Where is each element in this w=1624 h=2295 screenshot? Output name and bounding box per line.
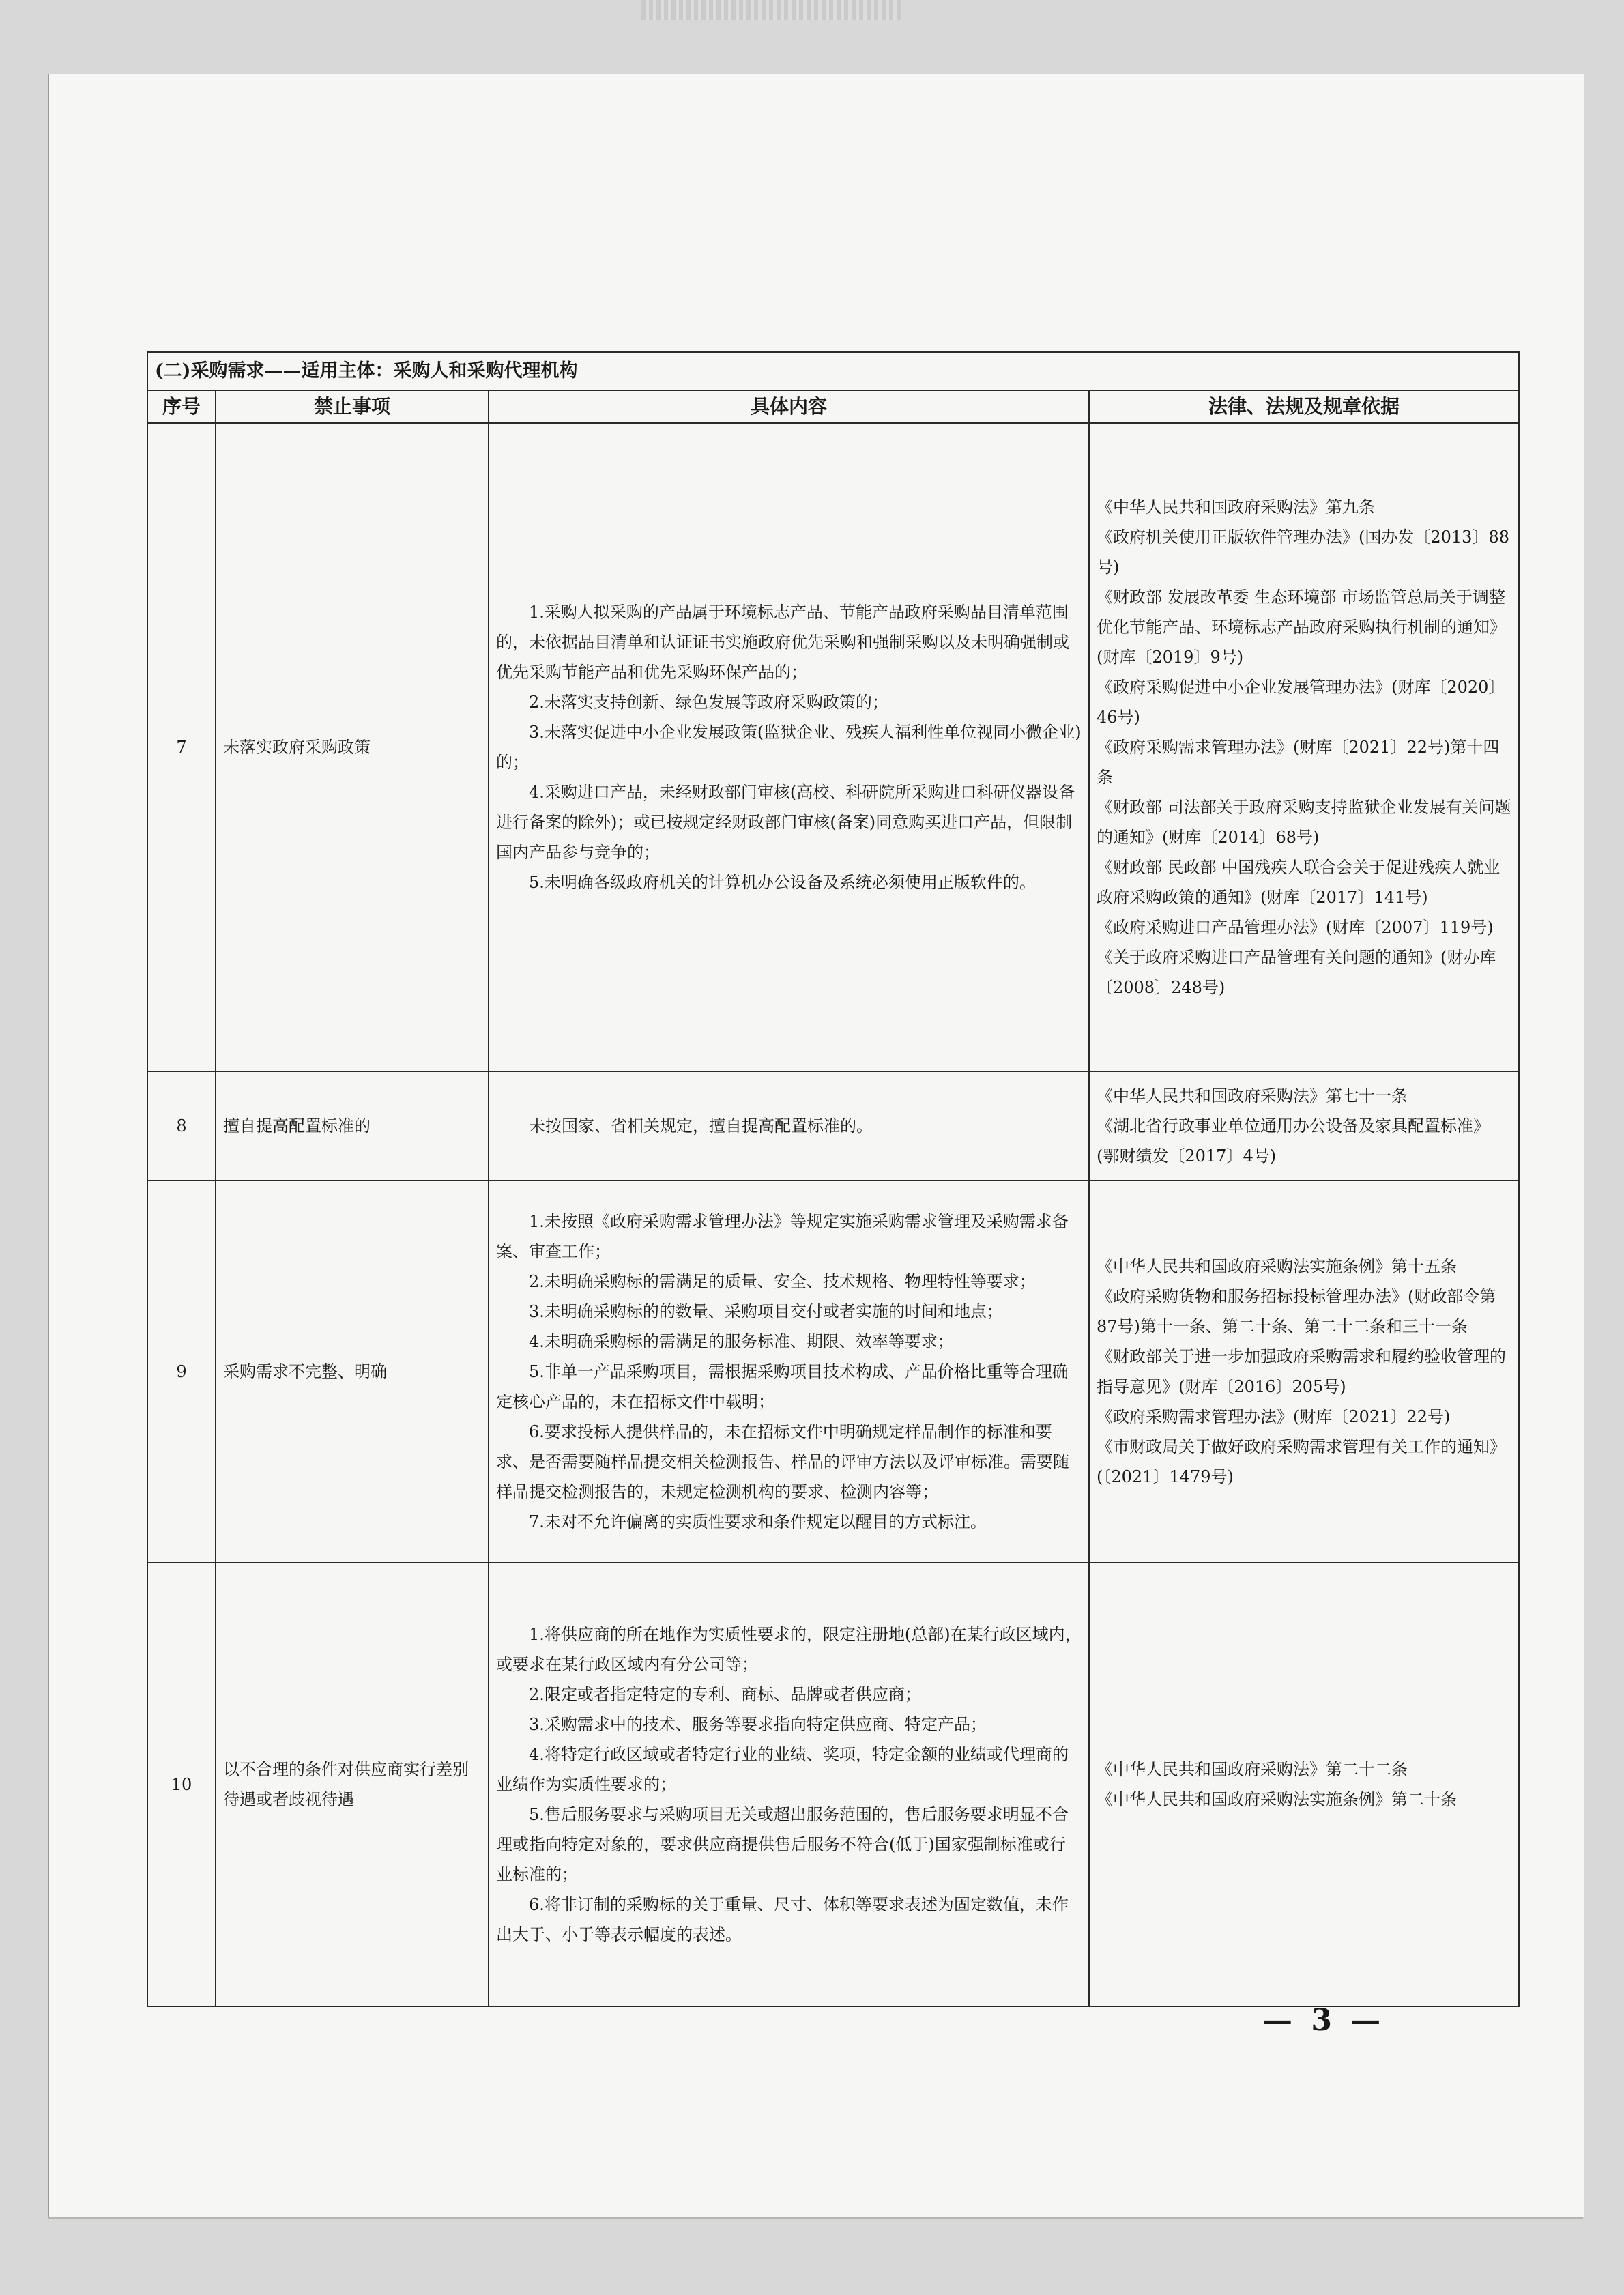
content-clause: 5.非单一产品采购项目，需根据采购项目技术构成、产品价格比重等合理确定核心产品的，未在招标文件中载明； — [496, 1362, 1069, 1411]
content-clause: 5.未明确各级政府机关的计算机办公设备及系统必须使用正版软件的。 — [529, 873, 1036, 892]
basis-citation: 《中华人民共和国政府采购法》第二十二条 — [1097, 1760, 1408, 1779]
content-clause: 5.售后服务要求与采购项目无关或超出服务范围的，售后服务要求明显不合理或指向特定对象的，要求供应商提供售后服务不符合(低于)国家强制标准或行业标准的； — [496, 1805, 1069, 1884]
basis-citation: 《政府采购需求管理办法》(财库〔2021〕22号)第十四条 — [1097, 738, 1500, 787]
prohibited-item: 以不合理的条件对供应商实行差别待遇或者歧视待遇 — [216, 1563, 489, 2006]
legal-basis — [1089, 1181, 1519, 1563]
header-no: 序号 — [147, 390, 216, 423]
basis-citation: 《中华人民共和国政府采购法实施条例》第二十条 — [1097, 1790, 1457, 1809]
content-clause: 3.未明确采购标的的数量、采购项目交付或者实施的时间和地点； — [529, 1302, 1003, 1321]
legal-basis — [1089, 423, 1519, 1071]
specific-content — [489, 1071, 1089, 1181]
table-row — [147, 423, 1519, 1071]
table-row — [147, 1563, 1519, 2006]
basis-citation: 《中华人民共和国政府采购法》第九条 — [1097, 497, 1375, 517]
basis-citation: 《政府采购进口产品管理办法》(财库〔2007〕119号) — [1097, 918, 1494, 937]
basis-citation: 《中华人民共和国政府采购法实施条例》第十五条 — [1097, 1257, 1457, 1276]
table-row — [147, 1071, 1519, 1181]
content-clause: 1.采购人拟采购的产品属于环境标志产品、节能产品政府采购品目清单范围的，未依据品目清单和认证证书实施政府优先采购和强制采购以及未明确强制或优先采购节能产品和优先采购环保产品的； — [496, 603, 1069, 682]
prohibited-items-table — [147, 351, 1520, 2007]
prohibited-item: 未落实政府采购政策 — [216, 423, 489, 1071]
basis-citation: 《中华人民共和国政府采购法》第七十一条 — [1097, 1086, 1408, 1106]
content-clause: 6.将非订制的采购标的关于重量、尺寸、体积等要求表述为固定数值，未作出大于、小于等表示幅度的表述。 — [496, 1895, 1069, 1944]
row-number: 10 — [147, 1563, 216, 2006]
section-title: (二)采购需求——适用主体：采购人和采购代理机构 — [147, 352, 1519, 390]
content-clause: 2.未落实支持创新、绿色发展等政府采购政策的； — [529, 693, 888, 712]
page-number: — 3 — — [1262, 2003, 1385, 2038]
content-clause: 未按国家、省相关规定，擅自提高配置标准的。 — [529, 1116, 873, 1136]
content-clause: 6.要求投标人提供样品的，未在招标文件中明确规定样品制作的标准和要求、是否需要随样品提交相关检测报告、样品的评审方法以及评审标准。需要随样品提交检测报告的，未规定检测机构的要求、检测内容等； — [496, 1422, 1069, 1501]
table-row — [147, 1181, 1519, 1563]
header-basis: 法律、法规及规章依据 — [1089, 390, 1519, 423]
basis-citation: 《市财政局关于做好政府采购需求管理有关工作的通知》(〔2021〕1479号) — [1097, 1437, 1506, 1486]
row-number: 9 — [147, 1181, 216, 1563]
basis-citation: 《湖北省行政事业单位通用办公设备及家具配置标准》(鄂财绩发〔2017〕4号) — [1097, 1116, 1490, 1166]
legal-basis — [1089, 1071, 1519, 1181]
content-clause: 4.将特定行政区域或者特定行业的业绩、奖项，特定金额的业绩或代理商的业绩作为实质性要求的； — [496, 1745, 1069, 1794]
basis-citation: 《政府采购促进中小企业发展管理办法》(财库〔2020〕46号) — [1097, 678, 1505, 727]
basis-citation: 《政府采购货物和服务招标投标管理办法》(财政部令第87号)第十一条、第二十条、第二十二条和三十一条 — [1097, 1287, 1496, 1336]
basis-citation: 《政府采购需求管理办法》(财库〔2021〕22号) — [1097, 1407, 1451, 1426]
basis-citation: 《财政部关于进一步加强政府采购需求和履约验收管理的指导意见》(财库〔2016〕205号) — [1097, 1347, 1506, 1396]
table-header-row — [147, 390, 1519, 423]
prohibited-item: 采购需求不完整、明确 — [216, 1181, 489, 1563]
prohibited-item: 擅自提高配置标准的 — [216, 1071, 489, 1181]
header-item: 禁止事项 — [216, 390, 489, 423]
basis-citation: 《财政部 民政部 中国残疾人联合会关于促进残疾人就业政府采购政策的通知》(财库〔2017〕141号) — [1097, 858, 1500, 907]
section-title-row — [147, 352, 1519, 390]
specific-content — [489, 1181, 1089, 1563]
basis-citation: 《财政部 司法部关于政府采购支持监狱企业发展有关问题的通知》(财库〔2014〕68号) — [1097, 798, 1511, 847]
legal-basis — [1089, 1563, 1519, 2006]
row-number: 8 — [147, 1071, 216, 1181]
specific-content — [489, 1563, 1089, 2006]
specific-content — [489, 423, 1089, 1071]
content-clause: 7.未对不允许偏离的实质性要求和条件规定以醒目的方式标注。 — [529, 1512, 987, 1531]
header-content: 具体内容 — [489, 390, 1089, 423]
content-clause: 2.限定或者指定特定的专利、商标、品牌或者供应商； — [529, 1685, 921, 1704]
basis-citation: 《财政部 发展改革委 生态环境部 市场监管总局关于调整优化节能产品、环境标志产品政府采购执行机制的通知》(财库〔2019〕9号) — [1097, 588, 1506, 667]
content-clause: 1.将供应商的所在地作为实质性要求的，限定注册地(总部)在某行政区域内，或要求在某行政区域内有分公司等； — [496, 1625, 1082, 1674]
content-clause: 4.采购进口产品，未经财政部门审核(高校、科研院所采购进口科研仪器设备进行备案的除外)；或已按规定经财政部门审核(备案)同意购买进口产品，但限制国内产品参与竞争的； — [496, 783, 1075, 862]
content-clause: 1.未按照《政府采购需求管理办法》等规定实施采购需求管理及采购需求备案、审查工作； — [496, 1212, 1069, 1261]
page-bottom-edge — [48, 2217, 1583, 2219]
content-clause: 3.采购需求中的技术、服务等要求指向特定供应商、特定产品； — [529, 1715, 987, 1734]
content-clause: 2.未明确采购标的需满足的质量、安全、技术规格、物理特性等要求； — [529, 1272, 1036, 1291]
content-clause: 3.未落实促进中小企业发展政策(监狱企业、残疾人福利性单位视同小微企业)的； — [496, 723, 1082, 772]
content-clause: 4.未明确采购标的需满足的服务标准、期限、效率等要求； — [529, 1332, 954, 1351]
basis-citation: 《关于政府采购进口产品管理有关问题的通知》(财办库〔2008〕248号) — [1097, 948, 1496, 997]
scan-artifact — [641, 0, 901, 20]
basis-citation: 《政府机关使用正版软件管理办法》(国办发〔2013〕88号) — [1097, 528, 1509, 577]
row-number: 7 — [147, 423, 216, 1071]
